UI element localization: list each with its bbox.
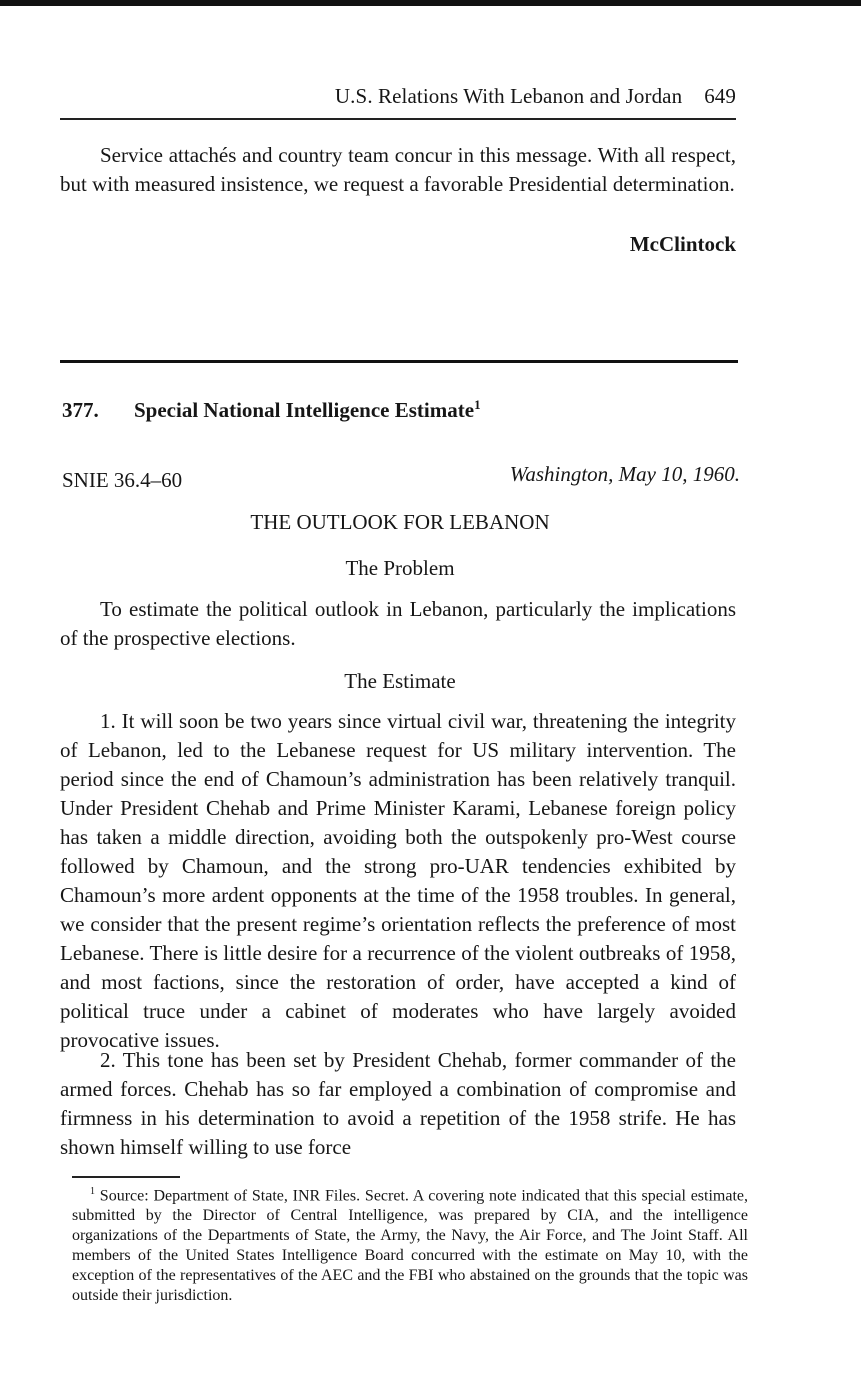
document-id: SNIE 36.4–60 [62, 468, 183, 492]
problem-paragraph: To estimate the political outlook in Lebanon, particularly the implications of the prospective elections. [60, 597, 736, 650]
estimate-heading: The Estimate [344, 669, 456, 693]
scan-top-border [0, 0, 861, 6]
document-heading [62, 397, 481, 423]
document-title: Special National Intelligence Estimate [134, 398, 475, 422]
footnote-marker: 1 [90, 1186, 95, 1197]
footnote [72, 1182, 748, 1306]
problem-heading: The Problem [345, 556, 455, 580]
footnote-rule [72, 1176, 180, 1178]
place-date: Washington, May 10, 1960. [509, 462, 740, 486]
document-number: 377. [62, 398, 99, 422]
running-head [60, 84, 736, 109]
main-title: THE OUTLOOK FOR LEBANON [250, 510, 550, 534]
estimate-paragraph-2: 2. This tone has been set by President Chehab, former commander of the armed forces. Chehab has so far employed a combination of compromise and firmness in his determination to avoid a repetition of the 1958 strife. He has shown himself willing to use force [60, 1048, 736, 1159]
footnote-reference: 1 [474, 397, 481, 412]
footnote-text: Source: Department of State, INR Files. Secret. A covering note indicated that this special estimate, submitted by the Director of Central Intelligence, was prepared by CIA, and the intelligence organizations of the Departments of State, the Army, the Navy, the Air Force, and The Joint Staff. All members of the United States Intelligence Board concurred with the estimate on May 10, with the exception of the representatives of the AEC and the FBI who abstained on the grounds that the topic was outside their jurisdiction. [72, 1187, 749, 1305]
estimate-paragraph-1: 1. It will soon be two years since virtual civil war, threatening the integrity of Lebanon, led to the Lebanese request for US military intervention. The period since the end of Chamoun’s administration has been relatively tranquil. Under President Chehab and Prime Minister Karami, Lebanese foreign policy has taken a middle direction, avoiding both the outspokenly pro-West course followed by Chamoun, and the strong pro-UAR tendencies exhibited by Chamoun’s more ardent opponents at the time of the 1958 troubles. In general, we consider that the present regime’s orientation reflects the preference of most Lebanese. There is little desire for a recurrence of the violent outbreaks of 1958, and most factions, since the restoration of order, have accepted a kind of political truce under a cabinet of moderates who have largely avoided provocative issues. [60, 709, 736, 1052]
signature: McClintock [629, 232, 736, 256]
header-rule [60, 118, 736, 120]
page-number: 649 [704, 84, 736, 108]
section-divider [60, 360, 738, 363]
running-head-title: U.S. Relations With Lebanon and Jordan [334, 84, 683, 108]
continuation-paragraph: Service attachés and country team concur in this message. With all respect, but with measured insistence, we request a favorable Presidential determination. [60, 143, 736, 196]
